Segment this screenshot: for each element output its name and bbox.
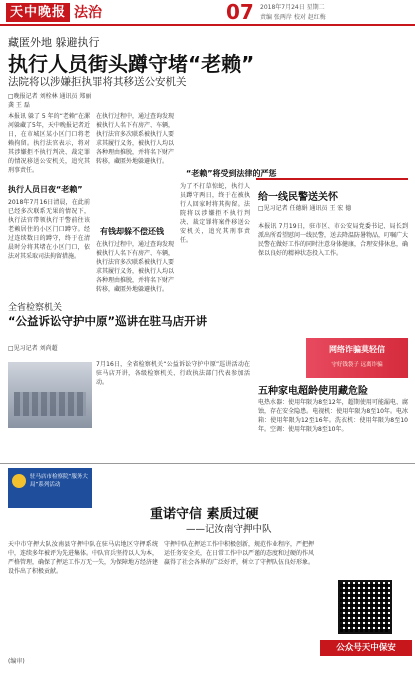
emblem-icon xyxy=(12,474,26,488)
appliance-body: 电热水器：使用年限为8至12年，超期使用可能漏电、腐蚀，存在安全隐患。电视机：使用年限为8至10年。电冰箱：使用年限为12至16年。洗衣机：使用年限为8至10年。空调：使用年限为8至10年。 xyxy=(258,399,408,433)
bottom-subhead: ——记汝南守押中队 xyxy=(186,524,272,535)
date-line: 2018年7月24日 星期二 xyxy=(260,4,325,11)
editor-line: 责编 张两岸 校对 赵红梅 xyxy=(260,14,326,21)
wechat-label: 公众号天中保安 xyxy=(320,640,412,656)
footer-editor: (编审) xyxy=(8,658,25,665)
qr-code[interactable] xyxy=(338,580,392,634)
bottom-body-2: 守押中队在押运工作中积极创新，规范作业程序，严把押运任务安全关，在日常工作中以严谨的态度和过硬的作风赢得了社会各界的广泛好评，树立了守押队伍良好形象。 xyxy=(164,541,314,566)
lead-subtitle-3: “老赖”将受到法律的严惩 xyxy=(186,169,277,178)
lead-headline: 执行人员街头蹲守堵“老赖” xyxy=(8,52,255,76)
banner-text: 驻马店市检察院“服务大局”系列活动 xyxy=(30,474,88,488)
masthead xyxy=(0,0,415,26)
poster-subtitle: 守好钱袋子 远离诈骗 xyxy=(331,362,383,368)
side-body: 本报讯 7月19日，驻市区、市公安局党委书记、局长到派出所看望慰问一线民警，送去降温防暑物品，叮嘱广大民警在做好工作的同时注意身体健康，合理安排休息，确保以良好的精神状态投入工作。 xyxy=(258,223,408,257)
page-number: 07 xyxy=(226,0,254,24)
lead-body-3b: 在执行过程中，通过查询发现被执行人名下有房产、车辆，执行法官多次联系被执行人要求其履行义务，被执行人均以各种理由推脱，并将名下财产转移，藏匿外地躲避执行。 xyxy=(96,241,174,293)
meeting-photo xyxy=(8,362,92,428)
lead-byline: □晚报记者 刘栓林 通讯员 郑丽 龚 王 磊 xyxy=(8,93,92,109)
mid-kicker: 全省检察机关 xyxy=(8,303,63,313)
section-divider xyxy=(0,463,415,464)
mid-headline: “公益诉讼守护中原”巡讲在驻马店开讲 xyxy=(8,314,208,328)
mid-byline: □见习记者 刘尚超 xyxy=(8,345,58,352)
lead-subtitle-1: 执行人员日夜“老赖” xyxy=(8,185,83,194)
lead-subtitle-2: 有钱却躲不偿还钱 xyxy=(100,227,164,236)
anti-fraud-poster xyxy=(306,338,408,378)
lead-body: 本报讯 躲了 5 年的“老赖”在漯河躲藏了5年，天中晚报记者近日，在市城区某小区门口将老赖拘留。执行法官表示，将对其涉嫌拒不执行判决、裁定罪的情况移送公安机关，追究其刑事责任。 xyxy=(8,113,90,174)
lead-body-3: 在执行过程中，通过查询发现被执行人名下有房产、车辆，执行法官多次联系被执行人要求其履行义务，被执行人均以各种理由推脱，并将名下财产转移，藏匿外地躲避执行。 xyxy=(96,113,174,165)
section-title: 法治 xyxy=(74,5,102,21)
procuratorate-banner xyxy=(8,468,92,508)
side-byline: □见习记者 任德娟 通讯员 王 宏 德 xyxy=(258,205,352,212)
lead-body-2: 2018年7月16日清晨，在此前已经多次联系无果的情况下，执行法官带领执行干警前往该老赖居住的小区门口蹲守。经过连续数日的蹲守，终于在清晨时分将其堵在小区门口，依法对其采取司法拘留措施。 xyxy=(8,199,90,260)
lead-body-4: 为了不打草惊蛇，执行人员蹲守两日，终于在被执行人回家时将其拘留。法院将以涉嫌拒不执行判决、裁定罪将案件移送公安机关，追究其刑事责任。 xyxy=(180,183,250,244)
appliance-headline: 五种家电超龄使用藏危险 xyxy=(258,386,368,397)
poster-title: 网络诈骗莫轻信 xyxy=(329,345,385,354)
newspaper-logo: 天中晚报 xyxy=(6,3,70,22)
side-headline: 给一线民警送关怀 xyxy=(258,192,338,203)
mid-body: 7月16日，全省检察机关“公益诉讼守护中原”巡讲活动在驻马店开讲，各级检察机关、行政执法部门代表参加活动。 xyxy=(96,361,250,386)
bottom-body: 天中市守押大队汝南县守押中队在驻马店地区守押系统中，连续多年被评为先进集体。中队官兵坚持以人为本，严格管理，确保了押运工作万无一失，为保障地方经济建设作出了积极贡献。 xyxy=(8,541,158,575)
lead-kicker: 藏匿外地 躲避执行 xyxy=(8,36,100,49)
side-divider xyxy=(256,178,408,180)
lead-subhead: 法院将以涉嫌拒执罪将其移送公安机关 xyxy=(8,76,187,88)
bottom-headline: 重诺守信 素质过硬 xyxy=(150,507,259,522)
